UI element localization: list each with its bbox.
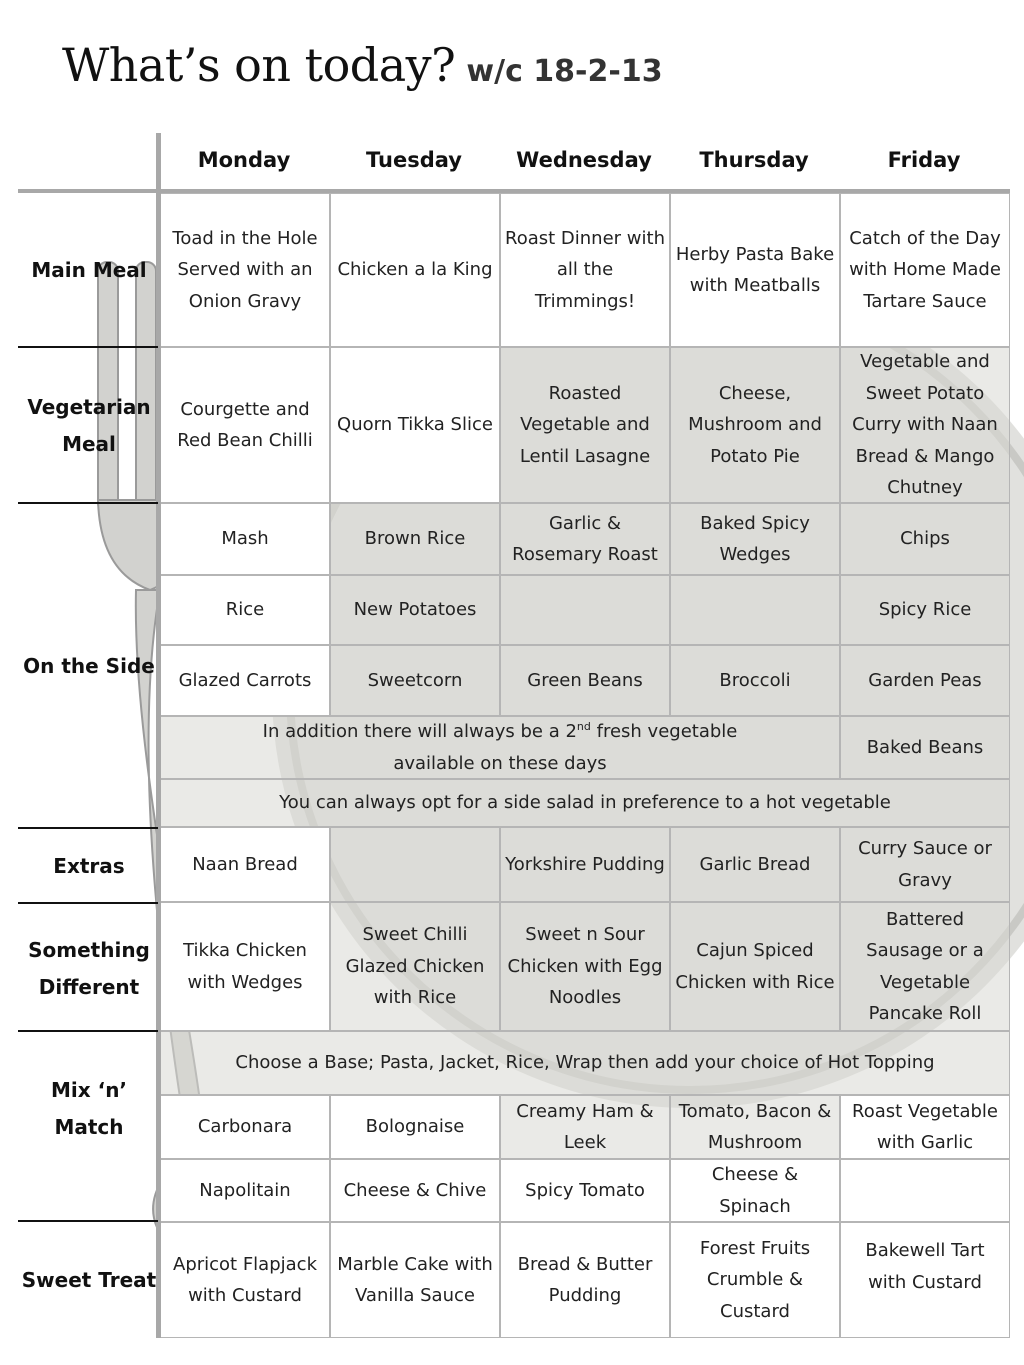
menu-cell-side-note-friday: Baked Beans [840,716,1010,779]
menu-cell-vegetarian-monday: Courgette and Red Bean Chilli [160,347,330,503]
menu-cell-side-1-wednesday: Garlic & Rosemary Roast [500,503,670,575]
menu-cell-side-3-friday: Garden Peas [840,645,1010,716]
side-vegetable-note-text [241,716,759,779]
menu-cell-something-different-friday: Battered Sausage or a Vegetable Pancake Roll [840,902,1010,1031]
menu-cell-sweet-treat-monday: Apricot Flapjack with Custard [160,1222,330,1338]
row-label-line: Mix ‘n’ [50,1078,128,1102]
menu-cell-something-different-tuesday: Sweet Chilli Glazed Chicken with Rice [330,902,500,1031]
menu-cell-something-different-wednesday: Sweet n Sour Chicken with Egg Noodles [500,902,670,1031]
menu-cell-mix-1-wednesday: Creamy Ham & Leek [500,1095,670,1159]
menu-cell-vegetarian-tuesday: Quorn Tikka Slice [330,347,500,503]
menu-cell-mix-2-wednesday: Spicy Tomato [500,1159,670,1222]
menu-cell-main-meal-friday: Catch of the Day with Home Made Tartare Sauce [840,193,1010,347]
menu-cell-sweet-treat-wednesday: Bread & Butter Pudding [500,1222,670,1338]
row-label-sweet-treat: Sweet Treat [21,1268,157,1292]
day-header-tuesday: Tuesday [366,148,462,172]
menu-cell-vegetarian-thursday: Cheese, Mushroom and Potato Pie [670,347,840,503]
menu-cell-extras-monday: Naan Bread [160,827,330,902]
row-label-main-meal: Main Meal [31,258,147,282]
menu-cell-extras-wednesday: Yorkshire Pudding [500,827,670,902]
row-divider [18,346,158,348]
menu-cell-side-3-tuesday: Sweetcorn [330,645,500,716]
day-header-thursday: Thursday [699,148,809,172]
menu-cell-main-meal-wednesday: Roast Dinner with all the Trimmings! [500,193,670,347]
menu-cell-sweet-treat-friday: Bakewell Tart with Custard [840,1222,1010,1338]
menu-cell-side-1-friday: Chips [840,503,1010,575]
menu-cell-something-different-monday: Tikka Chicken with Wedges [160,902,330,1031]
side-note-post: fresh vegetable available on these days [393,721,738,774]
menu-cell-mix-1-tuesday: Bolognaise [330,1095,500,1159]
menu-cell-side-3-thursday: Broccoli [670,645,840,716]
menu-cell-vegetarian-wednesday: Roasted Vegetable and Lentil Lasagne [500,347,670,503]
row-divider [18,502,158,504]
row-divider [18,902,158,904]
menu-cell-mix-2-friday [840,1159,1010,1222]
row-label-line: Different [38,975,140,999]
menu-cell-mix-1-thursday: Tomato, Bacon & Mushroom [670,1095,840,1159]
day-header-friday: Friday [887,148,961,172]
menu-cell-main-meal-monday: Toad in the Hole Served with an Onion Gravy [160,193,330,347]
menu-cell-mix-2-thursday: Cheese & Spinach [670,1159,840,1222]
menu-cell-side-1-monday: Mash [160,503,330,575]
menu-cell-mix-2-tuesday: Cheese & Chive [330,1159,500,1222]
menu-cell-main-meal-thursday: Herby Pasta Bake with Meatballs [670,193,840,347]
header-divider [18,189,1010,193]
row-label-line: Vegetarian [27,395,151,419]
menu-cell-side-2-friday: Spicy Rice [840,575,1010,645]
menu-cell-side-2-wednesday [500,575,670,645]
menu-cell-extras-thursday: Garlic Bread [670,827,840,902]
side-note-superscript: nd [576,720,591,733]
menu-cell-side-1-tuesday: Brown Rice [330,503,500,575]
row-divider [18,1030,158,1032]
menu-cell-side-1-thursday: Baked Spicy Wedges [670,503,840,575]
day-header-monday: Monday [197,148,291,172]
day-header-wednesday: Wednesday [516,148,652,172]
menu-cell-mix-1-monday: Carbonara [160,1095,330,1159]
page-title [62,38,663,92]
menu-cell-extras-tuesday [330,827,500,902]
row-label-mix-n-match [18,1072,160,1146]
row-label-line: Meal [62,432,116,456]
row-label-something-different [18,932,160,1006]
menu-cell-mix-1-friday: Roast Vegetable with Garlic [840,1095,1010,1159]
vertical-divider [156,133,161,1338]
row-label-extras: Extras [53,854,125,878]
menu-cell-side-2-monday: Rice [160,575,330,645]
menu-cell-side-3-wednesday: Green Beans [500,645,670,716]
title-main: What’s on today? [62,38,456,92]
row-label-on-the-side: On the Side [23,654,155,678]
menu-cell-side-3-monday: Glazed Carrots [160,645,330,716]
side-salad-note: You can always opt for a side salad in preference to a hot vegetable [160,779,1010,827]
menu-cell-side-2-thursday [670,575,840,645]
row-divider [18,827,158,829]
row-label-line: Match [54,1115,124,1139]
row-label-vegetarian-meal [18,389,160,463]
menu-cell-vegetarian-friday: Vegetable and Sweet Potato Curry with Naan Bread & Mango Chutney [840,347,1010,503]
side-note-pre: In addition there will always be a 2 [262,721,577,742]
menu-cell-main-meal-tuesday: Chicken a la King [330,193,500,347]
menu-cell-side-2-tuesday: New Potatoes [330,575,500,645]
menu-cell-sweet-treat-tuesday: Marble Cake with Vanilla Sauce [330,1222,500,1338]
menu-cell-something-different-thursday: Cajun Spiced Chicken with Rice [670,902,840,1031]
row-divider [18,1220,158,1222]
menu-cell-sweet-treat-thursday: Forest Fruits Crumble & Custard [670,1222,840,1338]
week-commencing-date: w/c 18-2-13 [466,54,663,89]
row-label-line: Something [28,938,150,962]
menu-cell-extras-friday: Curry Sauce or Gravy [840,827,1010,902]
menu-grid [160,193,1010,1338]
menu-cell-mix-2-monday: Napolitain [160,1159,330,1222]
mix-n-match-intro: Choose a Base; Pasta, Jacket, Rice, Wrap then add your choice of Hot Topping [160,1031,1010,1095]
side-vegetable-note [160,716,840,779]
